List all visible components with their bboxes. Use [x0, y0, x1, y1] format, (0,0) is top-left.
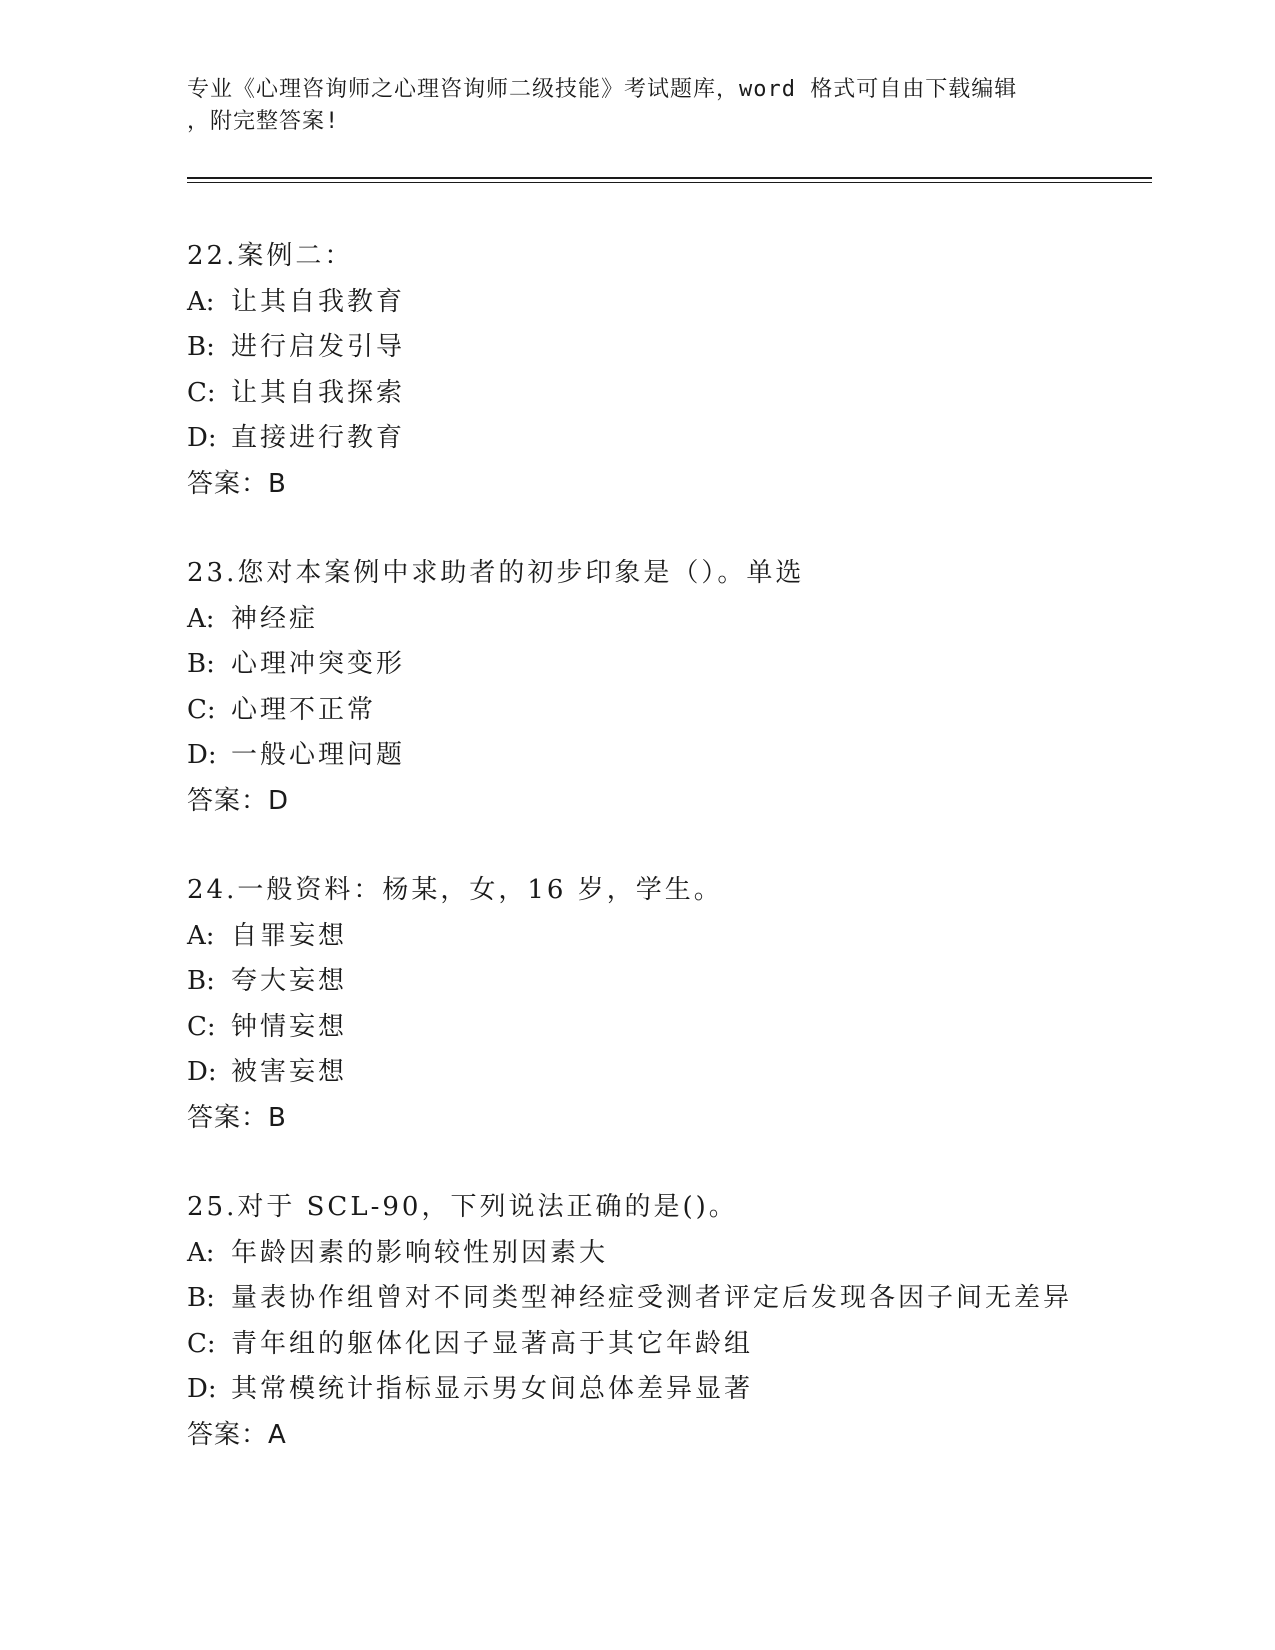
option-key: B: — [187, 966, 215, 996]
option-text: 心理不正常 — [231, 694, 377, 725]
answer-line — [187, 779, 1187, 825]
option-text: 神经症 — [231, 603, 319, 634]
option-text: 让其自我教育 — [231, 286, 406, 317]
option-text: 量表协作组曾对不同类型神经症受测者评定后发现各因子间无差异 — [231, 1283, 1073, 1313]
answer-value: B — [268, 468, 286, 499]
header-divider — [187, 177, 1152, 183]
answer-label: 答案： — [187, 1419, 269, 1450]
option-key: C: — [187, 377, 216, 408]
question-23 — [187, 551, 1187, 824]
answer-value: B — [268, 1102, 286, 1133]
answer-label: 答案： — [187, 468, 269, 499]
option-a — [187, 597, 1187, 643]
option-b — [187, 959, 1187, 1005]
question-list — [187, 234, 1187, 1502]
question-title: 23.您对本案例中求助者的初步印象是（）。单选 — [187, 558, 805, 588]
option-a — [187, 914, 1187, 960]
option-key: A: — [187, 286, 215, 317]
option-key: A: — [187, 920, 215, 951]
question-24 — [187, 868, 1187, 1141]
option-text: 自罪妄想 — [231, 920, 348, 951]
header-line-1: 专业《心理咨询师之心理咨询师二级技能》考试题库，word 格式可自由下载编辑 — [187, 77, 1018, 102]
option-text: 让其自我探索 — [231, 377, 406, 408]
option-text: 其常模统计指标显示男女间总体差异显著 — [231, 1374, 754, 1404]
option-text: 年龄因素的影响较性别因素大 — [231, 1237, 609, 1268]
option-key: C: — [187, 694, 216, 725]
option-key: D: — [187, 1374, 217, 1404]
option-key: C: — [187, 1328, 216, 1359]
option-text: 心理冲突变形 — [231, 649, 406, 679]
option-key: A: — [187, 1237, 215, 1268]
option-a — [187, 1231, 1187, 1277]
option-key: D: — [187, 1057, 217, 1087]
option-d — [187, 733, 1187, 779]
option-c — [187, 688, 1187, 734]
option-d — [187, 416, 1187, 462]
option-d — [187, 1367, 1187, 1413]
option-key: A: — [187, 603, 215, 634]
question-22 — [187, 234, 1187, 507]
option-key: D: — [187, 740, 217, 770]
option-text: 直接进行教育 — [231, 423, 406, 453]
option-key: B: — [187, 1283, 215, 1313]
question-title: 25.对于 SCL-90，下列说法正确的是()。 — [187, 1192, 738, 1222]
answer-line — [187, 1096, 1187, 1142]
question-title: 22.案例二： — [187, 241, 354, 271]
header-note — [187, 74, 1067, 138]
question-title: 24.一般资料：杨某，女，16 岁，学生。 — [187, 875, 723, 905]
option-text: 被害妄想 — [231, 1057, 348, 1087]
option-b — [187, 325, 1187, 371]
option-key: B: — [187, 332, 215, 362]
answer-label: 答案： — [187, 785, 269, 816]
answer-line — [187, 462, 1187, 508]
option-c — [187, 371, 1187, 417]
option-key: D: — [187, 423, 217, 453]
header-line-2: ，附完整答案! — [187, 109, 340, 134]
answer-label: 答案： — [187, 1102, 269, 1133]
answer-line — [187, 1413, 1187, 1459]
option-key: C: — [187, 1011, 216, 1042]
option-text: 进行启发引导 — [231, 332, 406, 362]
answer-value: A — [268, 1419, 286, 1450]
option-a — [187, 280, 1187, 326]
option-b — [187, 1276, 1187, 1322]
option-b — [187, 642, 1187, 688]
option-text: 青年组的躯体化因子显著高于其它年龄组 — [231, 1328, 754, 1359]
option-d — [187, 1050, 1187, 1096]
option-text: 一般心理问题 — [231, 740, 406, 770]
option-key: B: — [187, 649, 215, 679]
option-text: 夸大妄想 — [231, 966, 348, 996]
option-c — [187, 1005, 1187, 1051]
option-text: 钟情妄想 — [231, 1011, 348, 1042]
answer-value: D — [268, 785, 289, 816]
option-c — [187, 1322, 1187, 1368]
question-25 — [187, 1185, 1187, 1458]
